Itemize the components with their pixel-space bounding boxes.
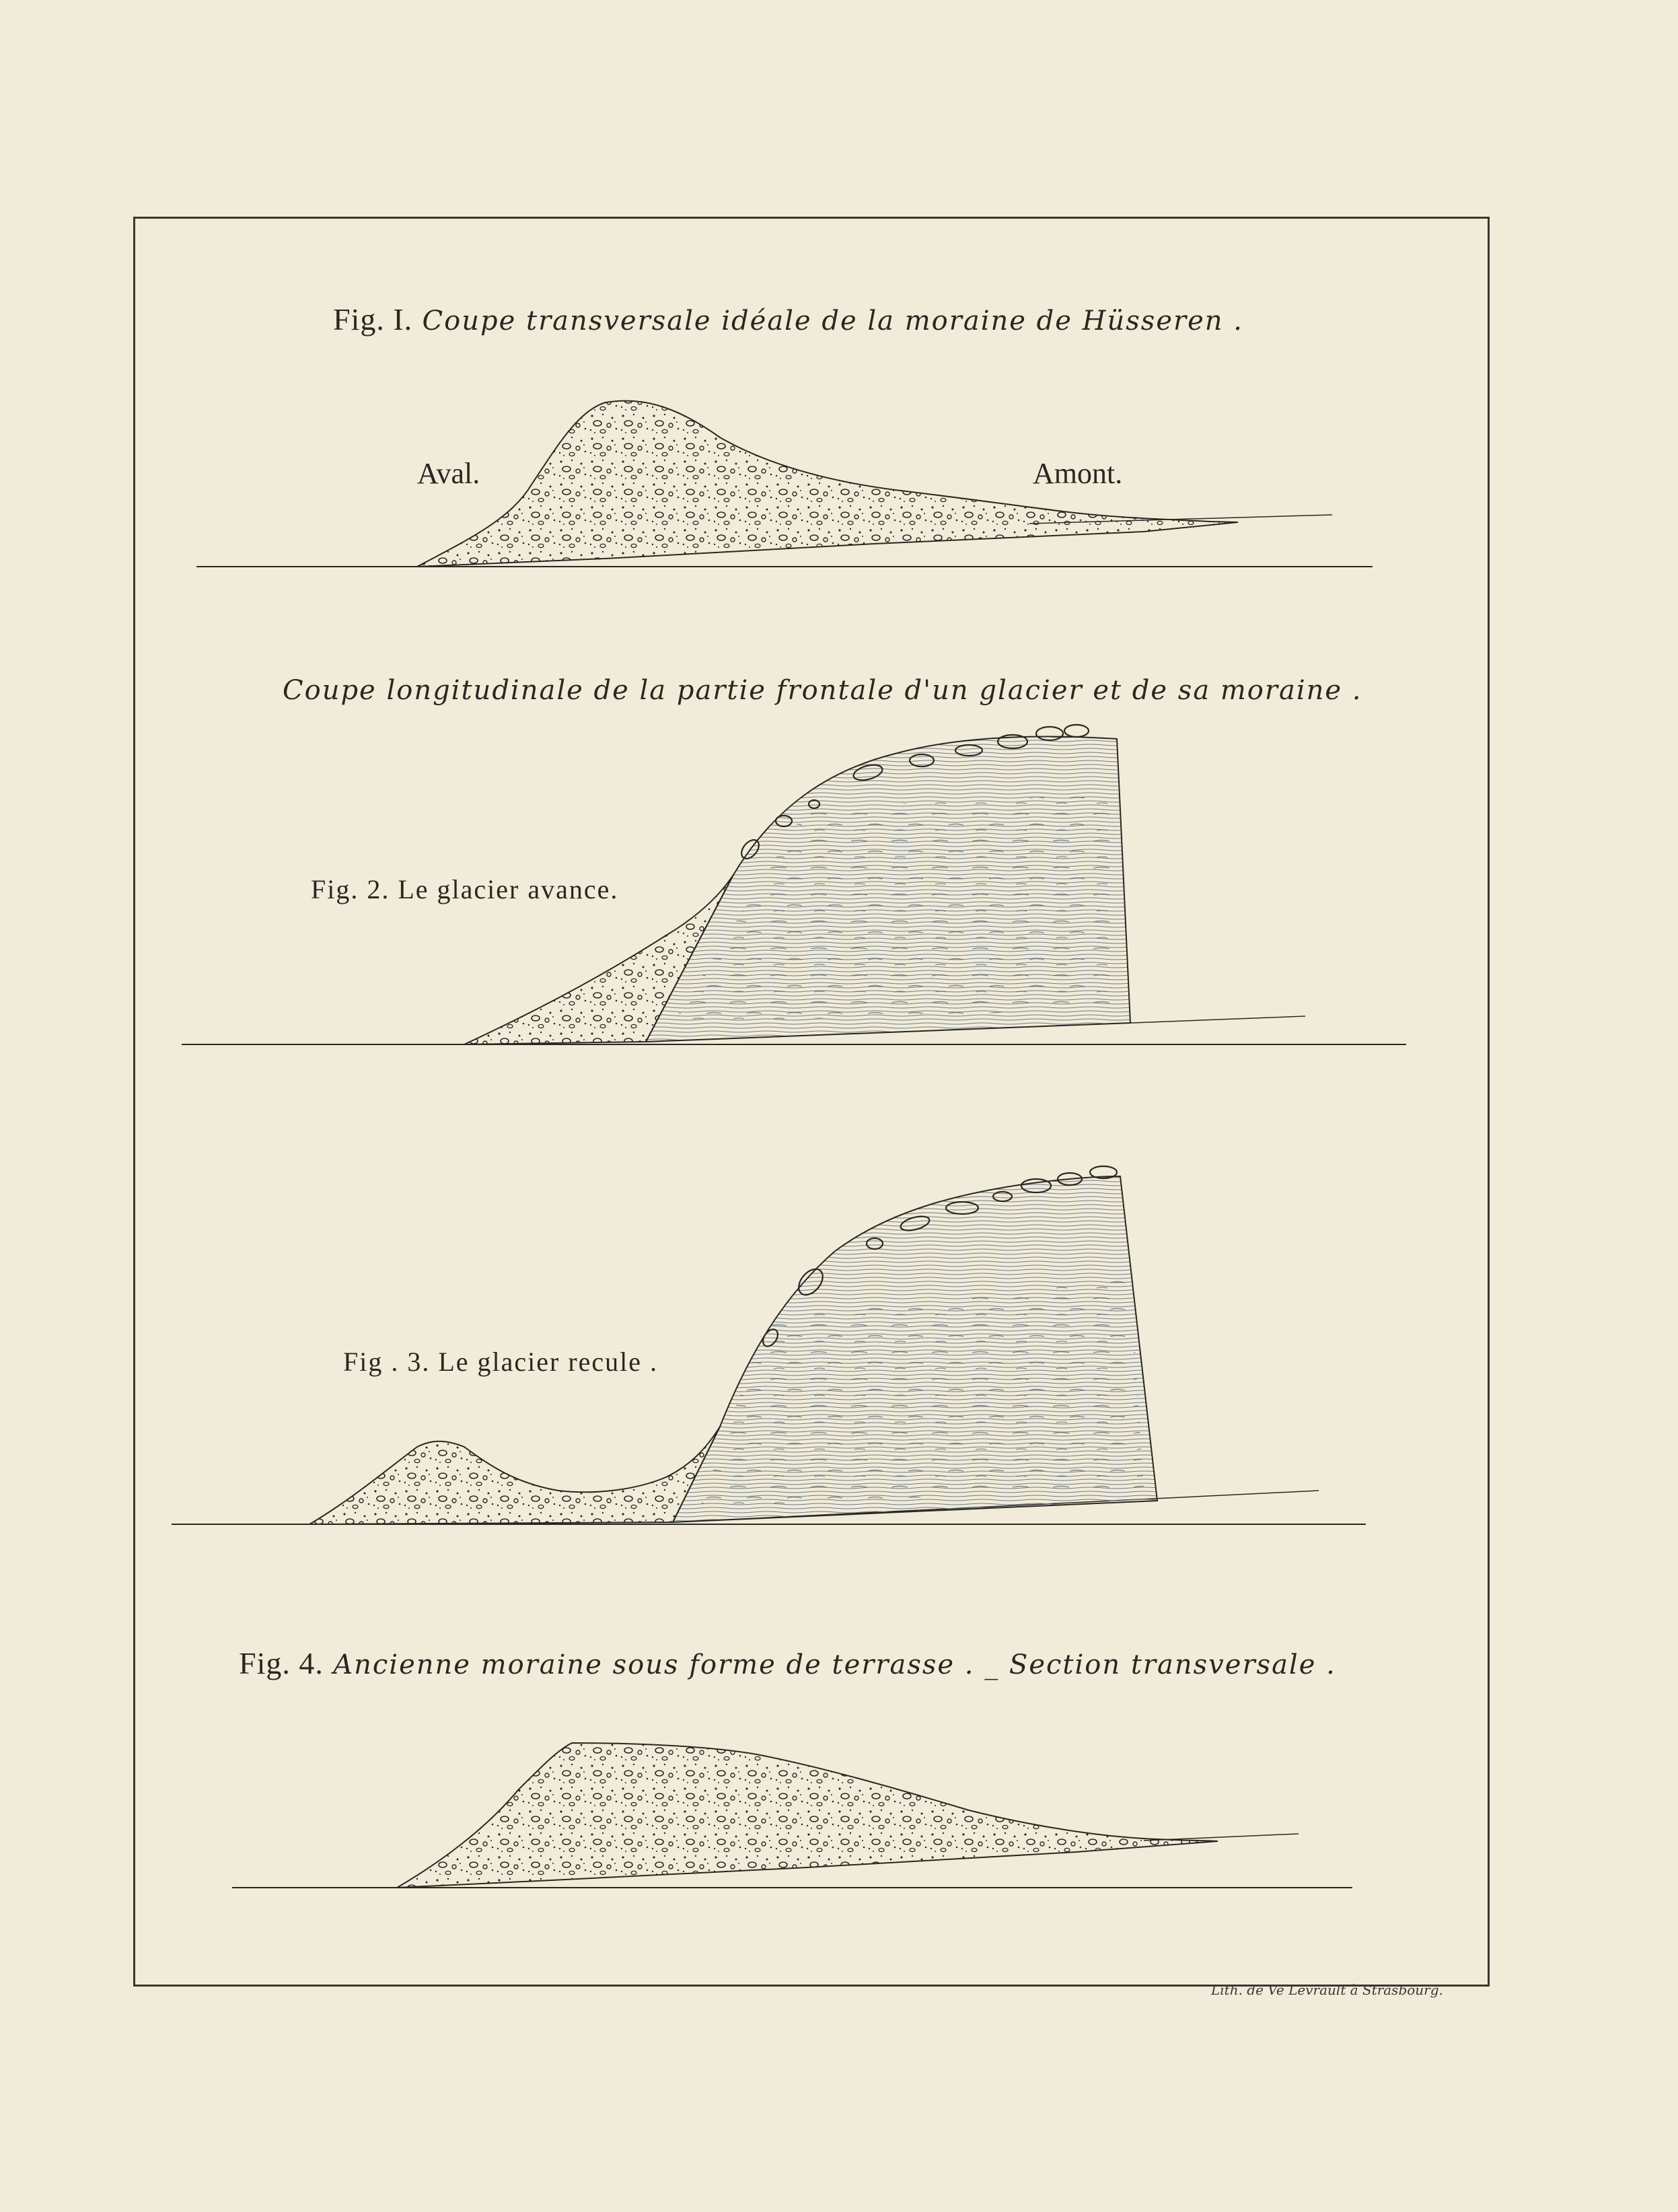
- longitudinal-section-text: Coupe longitudinale de la partie frontale d'un glacier et de sa moraine .: [283, 675, 1362, 706]
- fig1-number: Fig. I.: [333, 302, 413, 336]
- fig2-title: Le glacier avance.: [398, 874, 619, 904]
- fig4-title: Ancienne moraine sous forme de terrasse . _ Section transversale .: [333, 1649, 1336, 1680]
- fig1-label-amont: Amont.: [1033, 457, 1123, 490]
- fig1-moraine-diagram: [196, 401, 1373, 567]
- fig2-number: Fig. 2.: [311, 874, 390, 904]
- fig4-terrace-moraine-diagram: [232, 1743, 1352, 1888]
- fig1-label-aval: Aval.: [417, 457, 480, 490]
- fig2-glacier-advance-diagram: [182, 725, 1406, 1044]
- fig3-number: Fig . 3.: [343, 1347, 431, 1377]
- fig3-title: Le glacier recule .: [438, 1347, 659, 1377]
- fig1-title: Coupe transversale idéale de la moraine de Hüsseren .: [422, 306, 1243, 336]
- lithographer-imprint: Lith. de Ve Levrault à Strasbourg.: [1211, 1982, 1443, 1998]
- fig4-number: Fig. 4.: [239, 1646, 324, 1680]
- fig3-glacier-retreat-diagram: [172, 1166, 1366, 1524]
